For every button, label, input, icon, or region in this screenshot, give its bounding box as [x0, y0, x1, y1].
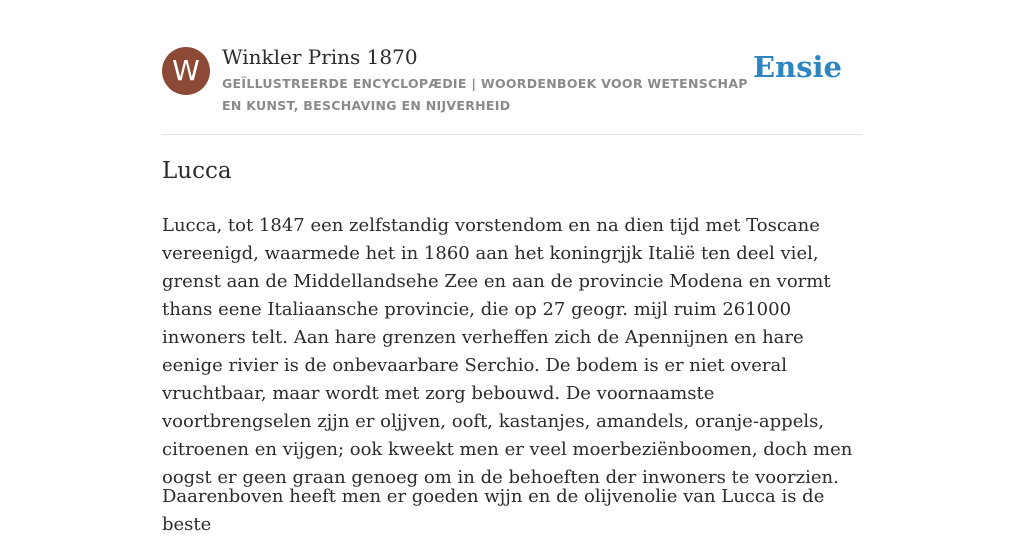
article-paragraph: Lucca, tot 1847 een zelfstandig vorstendom en na dien tijd met Toscane vereenigd, waarmede het in 1860 aan het koningrjjk Italië ten deel viel, grenst aan de Middellandsehe Zee en aan de provincie Modena en vormt thans eene Italiaansche provincie, die op 27 geogr. mijl ruim 261000 inwoners telt. Aan hare grenzen verheffen zich de Apennijnen en hare eenige rivier is de onbevaarbare Serchio. De bodem is er niet overal vruchtbaar, maar wordt met zorg bebouwd. De voornaamste voortbrengselen zjjn er oljjven, ooft, kastanjes, amandels, oranje-appels, citroenen en vijgen; ook kweekt men er veel moerbeziënboomen, doch men oogst er geen graan genoeg om in de behoeften der inwoners te voorzien. — [162, 215, 853, 488]
source-title-link[interactable]: Winkler Prins 1870 — [222, 45, 418, 69]
page — [162, 0, 862, 535]
article-paragraph: Daarenboven heeft men er goeden wjjn en de olijvenolie van Lucca is de beste — [162, 486, 825, 535]
article-title: Lucca — [162, 158, 232, 184]
source-avatar[interactable]: W — [162, 47, 210, 95]
ensie-logo[interactable]: Ensie — [753, 50, 842, 84]
source-subtitle: GEÏLLUSTREERDE ENCYCLOPÆDIE | WOORDENBOEK VOOR WETENSCHAP EN KUNST, BESCHAVING EN NIJVERHEID — [222, 76, 748, 113]
source-header — [162, 0, 862, 135]
